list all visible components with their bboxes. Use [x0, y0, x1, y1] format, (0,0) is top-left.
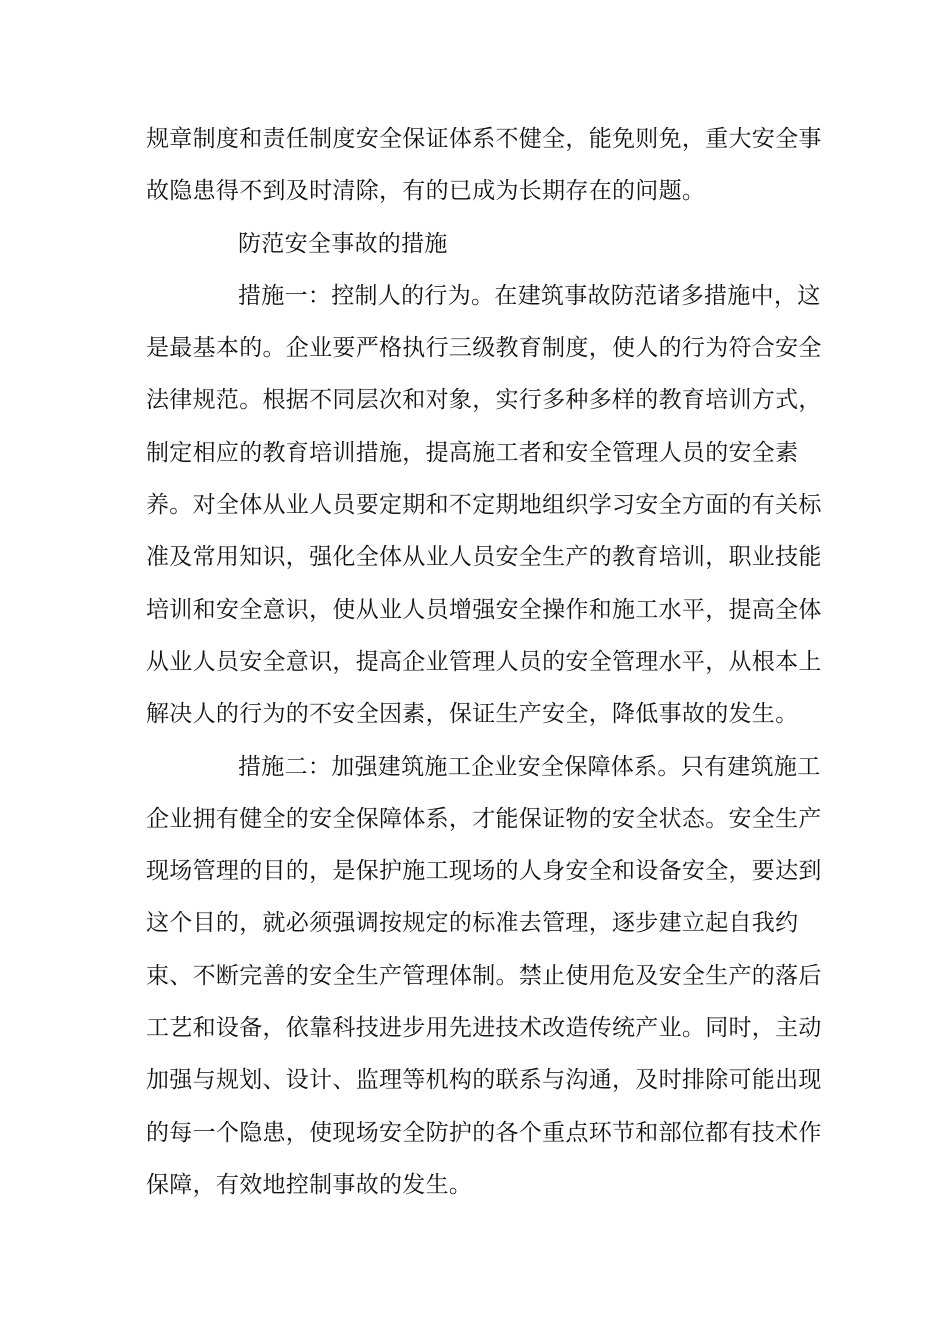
body-line: 保障，有效地控制事故的发生。 [146, 1171, 473, 1198]
document-body [146, 113, 822, 1211]
paragraph-start-line: 措施一：控制人的行为。在建筑事故防范诸多措施中，这 [238, 282, 821, 309]
body-line: 的每一个隐患，使现场安全防护的各个重点环节和部位都有技术作 [146, 1119, 822, 1146]
body-line: 束、不断完善的安全生产管理体制。禁止使用危及安全生产的落后 [146, 962, 822, 989]
body-line: 制定相应的教育培训措施，提高施工者和安全管理人员的安全素 [146, 439, 799, 466]
body-line: 故隐患得不到及时清除，有的已成为长期存在的问题。 [146, 178, 706, 205]
paragraph-start-line: 措施二：加强建筑施工企业安全保障体系。只有建筑施工 [238, 753, 821, 780]
body-line: 加强与规划、设计、监理等机构的联系与沟通，及时排除可能出现 [146, 1067, 822, 1094]
body-line: 从业人员安全意识，提高企业管理人员的安全管理水平，从根本上 [146, 648, 822, 675]
body-line: 这个目的，就必须强调按规定的标准去管理，逐步建立起自我约 [146, 910, 799, 937]
body-line: 解决人的行为的不安全因素，保证生产安全，降低事故的发生。 [146, 701, 799, 728]
body-line: 培训和安全意识，使从业人员增强安全操作和施工水平，提高全体 [146, 596, 822, 623]
body-line: 准及常用知识，强化全体从业人员安全生产的教育培训，职业技能 [146, 544, 822, 571]
body-line: 规章制度和责任制度安全保证体系不健全，能免则免，重大安全事 [146, 126, 822, 152]
body-line: 企业拥有健全的安全保障体系，才能保证物的安全状态。安全生产 [146, 805, 822, 832]
body-line: 养。对全体从业人员要定期和不定期地组织学习安全方面的有关标 [146, 492, 822, 519]
body-line: 法律规范。根据不同层次和对象，实行多种多样的教育培训方式， [146, 387, 822, 414]
body-line: 是最基本的。企业要严格执行三级教育制度，使人的行为符合安全 [146, 335, 822, 362]
body-line: 现场管理的目的，是保护施工现场的人身安全和设备安全，要达到 [146, 858, 822, 885]
body-line: 工艺和设备，依靠科技进步用先进技术改造传统产业。同时，主动 [146, 1015, 822, 1042]
section-heading: 防范安全事故的措施 [238, 230, 448, 257]
